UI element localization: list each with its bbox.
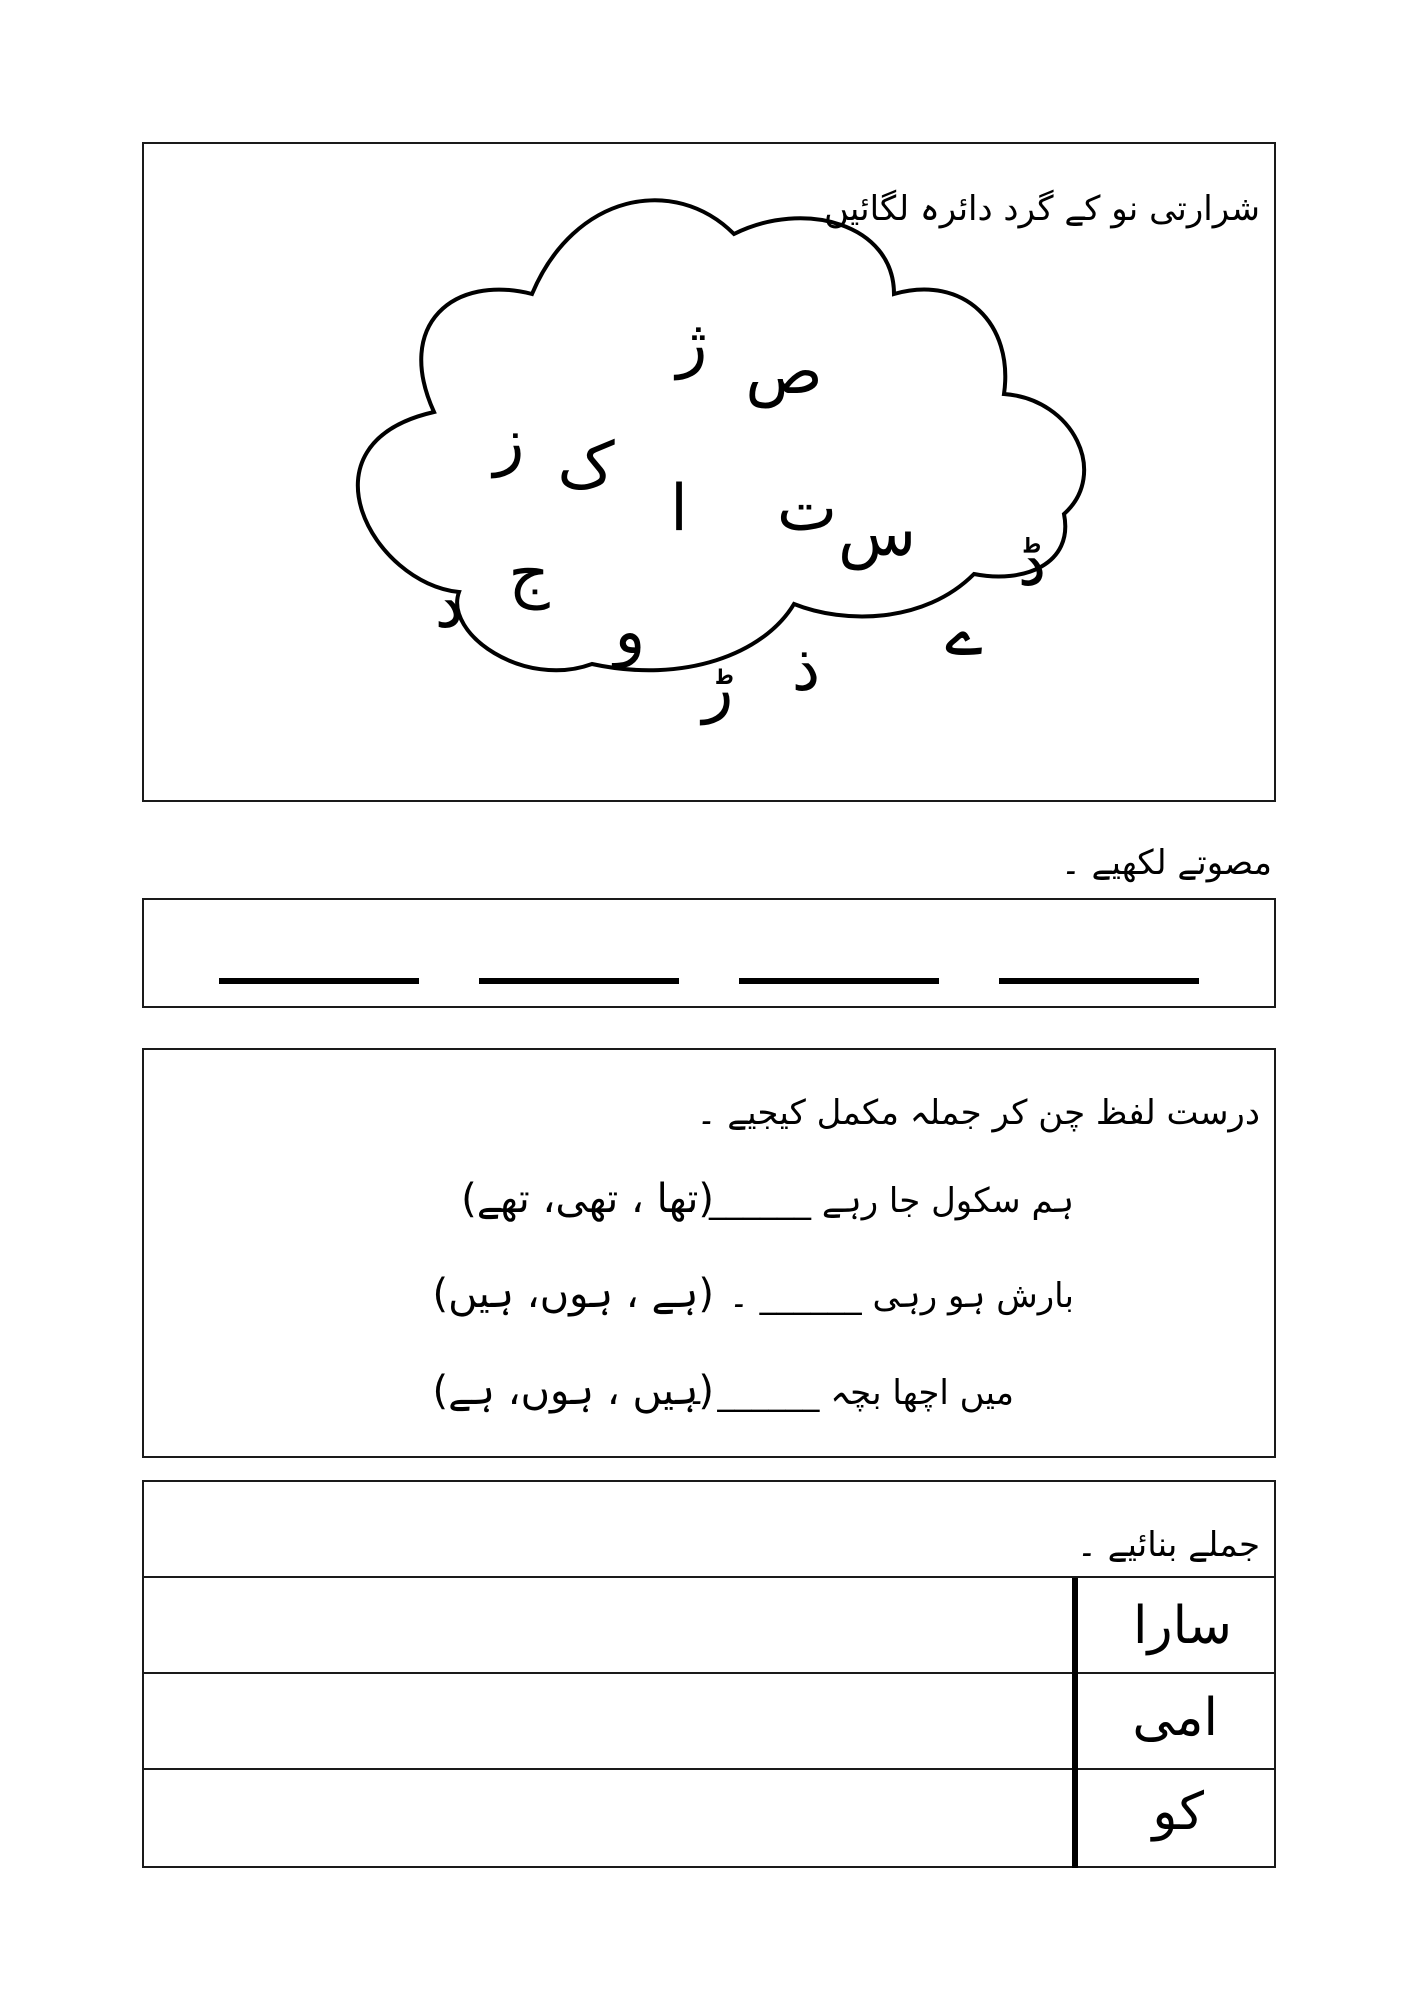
options-3: (ہیں ، ہوں، ہے) [432, 1368, 714, 1414]
circle-letters-section [142, 142, 1276, 802]
answer-line-1[interactable] [146, 1578, 1070, 1670]
vowels-section [142, 898, 1276, 1008]
vowel-blank-3[interactable] [739, 978, 939, 984]
cloud-letter-zal: ذ [791, 632, 821, 706]
cloud-letter-rre: ڑ [702, 652, 734, 726]
sentence-3: میں اچھا بچہ ______ ۔ [686, 1373, 1014, 1413]
options-2: (ہے ، ہوں، ہیں) [432, 1271, 714, 1317]
cloud-letter-ze: ز [493, 405, 525, 479]
cloud-letter-vao: و [614, 595, 646, 669]
cloud-letter-dal: د [434, 569, 464, 643]
vowel-blank-1[interactable] [219, 978, 419, 984]
answer-line-3[interactable] [146, 1770, 1070, 1866]
word-3: کو [1152, 1782, 1204, 1842]
word-1: سارا [1133, 1596, 1232, 1656]
fill-blanks-section [142, 1048, 1276, 1458]
cloud-letter-sin: س [837, 497, 917, 571]
fill-blanks-instruction: درست لفظ چن کر جملہ مکمل کیجیے ۔ [696, 1093, 1260, 1133]
cloud-letter-zhe: ژ [676, 307, 708, 381]
cloud-letter-kaf: ک [557, 429, 615, 503]
cloud-letter-te: ت [776, 472, 838, 546]
cloud-letter-alif: ا [670, 472, 688, 546]
cloud-letter-bari-ye: ے [945, 597, 983, 671]
word-2: امی [1132, 1688, 1218, 1748]
cloud-letter-ddal: ڈ [1017, 527, 1047, 601]
vowel-blank-4[interactable] [999, 978, 1199, 984]
options-1: (تھا ، تھی، تھے) [461, 1176, 714, 1222]
vowels-instruction: مصوتے لکھیے ۔ [1060, 843, 1272, 883]
cloud-letter-sad: ص [745, 335, 823, 409]
column-divider [1072, 1578, 1078, 1868]
cloud-letter-jim: ج [508, 537, 550, 611]
make-sentences-table [142, 1480, 1276, 1868]
sentence-1: ہم سکول جا رہے ______ ۔ [678, 1181, 1074, 1221]
sentence-2: بارش ہو رہی ______ ۔ [728, 1276, 1074, 1316]
vowel-blank-2[interactable] [479, 978, 679, 984]
answer-line-2[interactable] [146, 1674, 1070, 1766]
make-sentences-instruction: جملے بنائیے ۔ [1076, 1525, 1260, 1565]
circle-letters-instruction: شرارتی نو کے گرد دائرہ لگائیں ۔ [793, 189, 1260, 229]
